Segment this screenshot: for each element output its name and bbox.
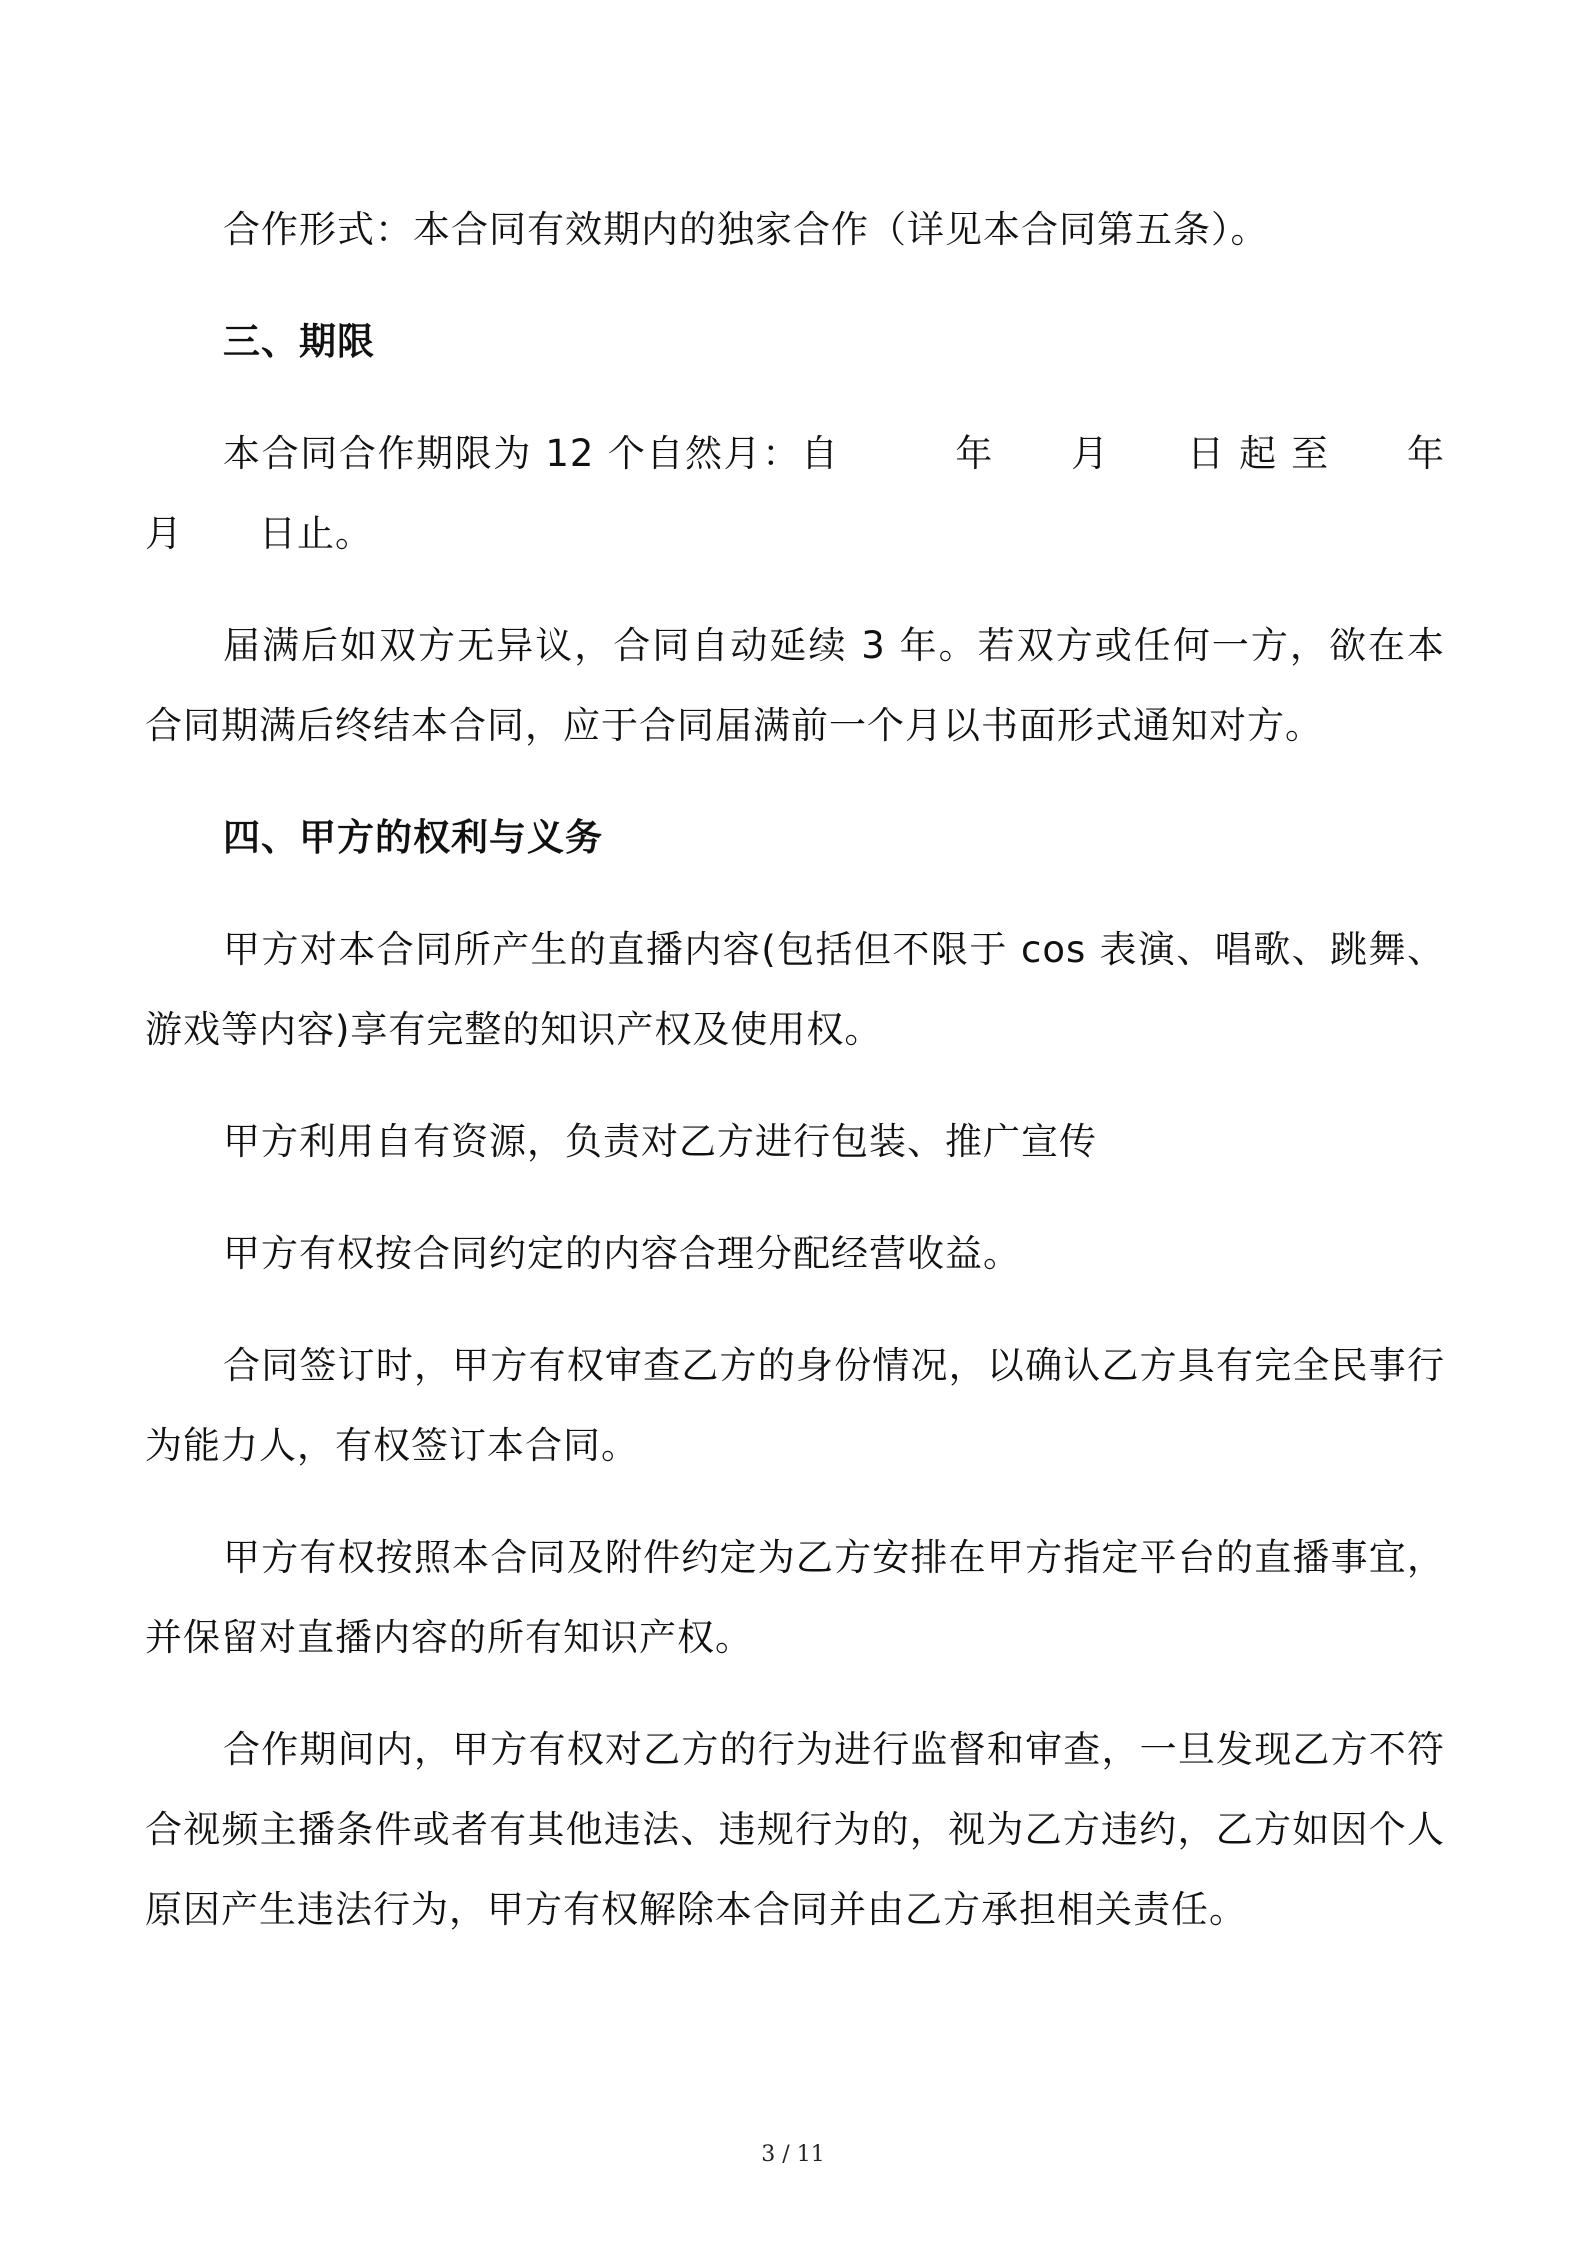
- paragraph-identity-review: 合同签订时，甲方有权审查乙方的身份情况，以确认乙方具有完全民事行为能力人，有权签订本合同。: [145, 1344, 1445, 1467]
- paragraph-cooperation-form: 合作形式：本合同有效期内的独家合作（详见本合同第五条）。: [223, 208, 1269, 251]
- paragraph-promotion: 甲方利用自有资源，负责对乙方进行包装、推广宣传: [223, 1120, 1097, 1163]
- page-number: 3 / 11: [761, 2142, 825, 2167]
- paragraph-term-period: 本合同合作期限为 12 个自然月：自 年 月 日 起 至 年 月 日止。: [145, 432, 1521, 555]
- paragraph-live-arrangement: 甲方有权按照本合同及附件约定为乙方安排在甲方指定平台的直播事宜，并保留对直播内容的所有知识产权。: [145, 1536, 1445, 1659]
- paragraph-revenue: 甲方有权按合同约定的内容合理分配经营收益。: [223, 1232, 1021, 1275]
- paragraph-term-renewal: 届满后如双方无异议，合同自动延续 3 年。若双方或任何一方，欲在本合同期满后终结本合同，应于合同届满前一个月以书面形式通知对方。: [145, 624, 1445, 747]
- section-heading-party-a-rights: 四、甲方的权利与义务: [223, 816, 603, 859]
- section-heading-term: 三、期限: [223, 320, 375, 363]
- document-body: [145, 190, 1521, 1982]
- paragraph-ip-rights: 甲方对本合同所产生的直播内容(包括但不限于 cos 表演、唱歌、跳舞、游戏等内容)享有完整的知识产权及使用权。: [145, 928, 1445, 1051]
- paragraph-supervision: 合作期间内，甲方有权对乙方的行为进行监督和审查，一旦发现乙方不符合视频主播条件或者有其他违法、违规行为的，视为乙方违约，乙方如因个人原因产生违法行为，甲方有权解除本合同并由乙方承担相关责任。: [145, 1728, 1445, 1931]
